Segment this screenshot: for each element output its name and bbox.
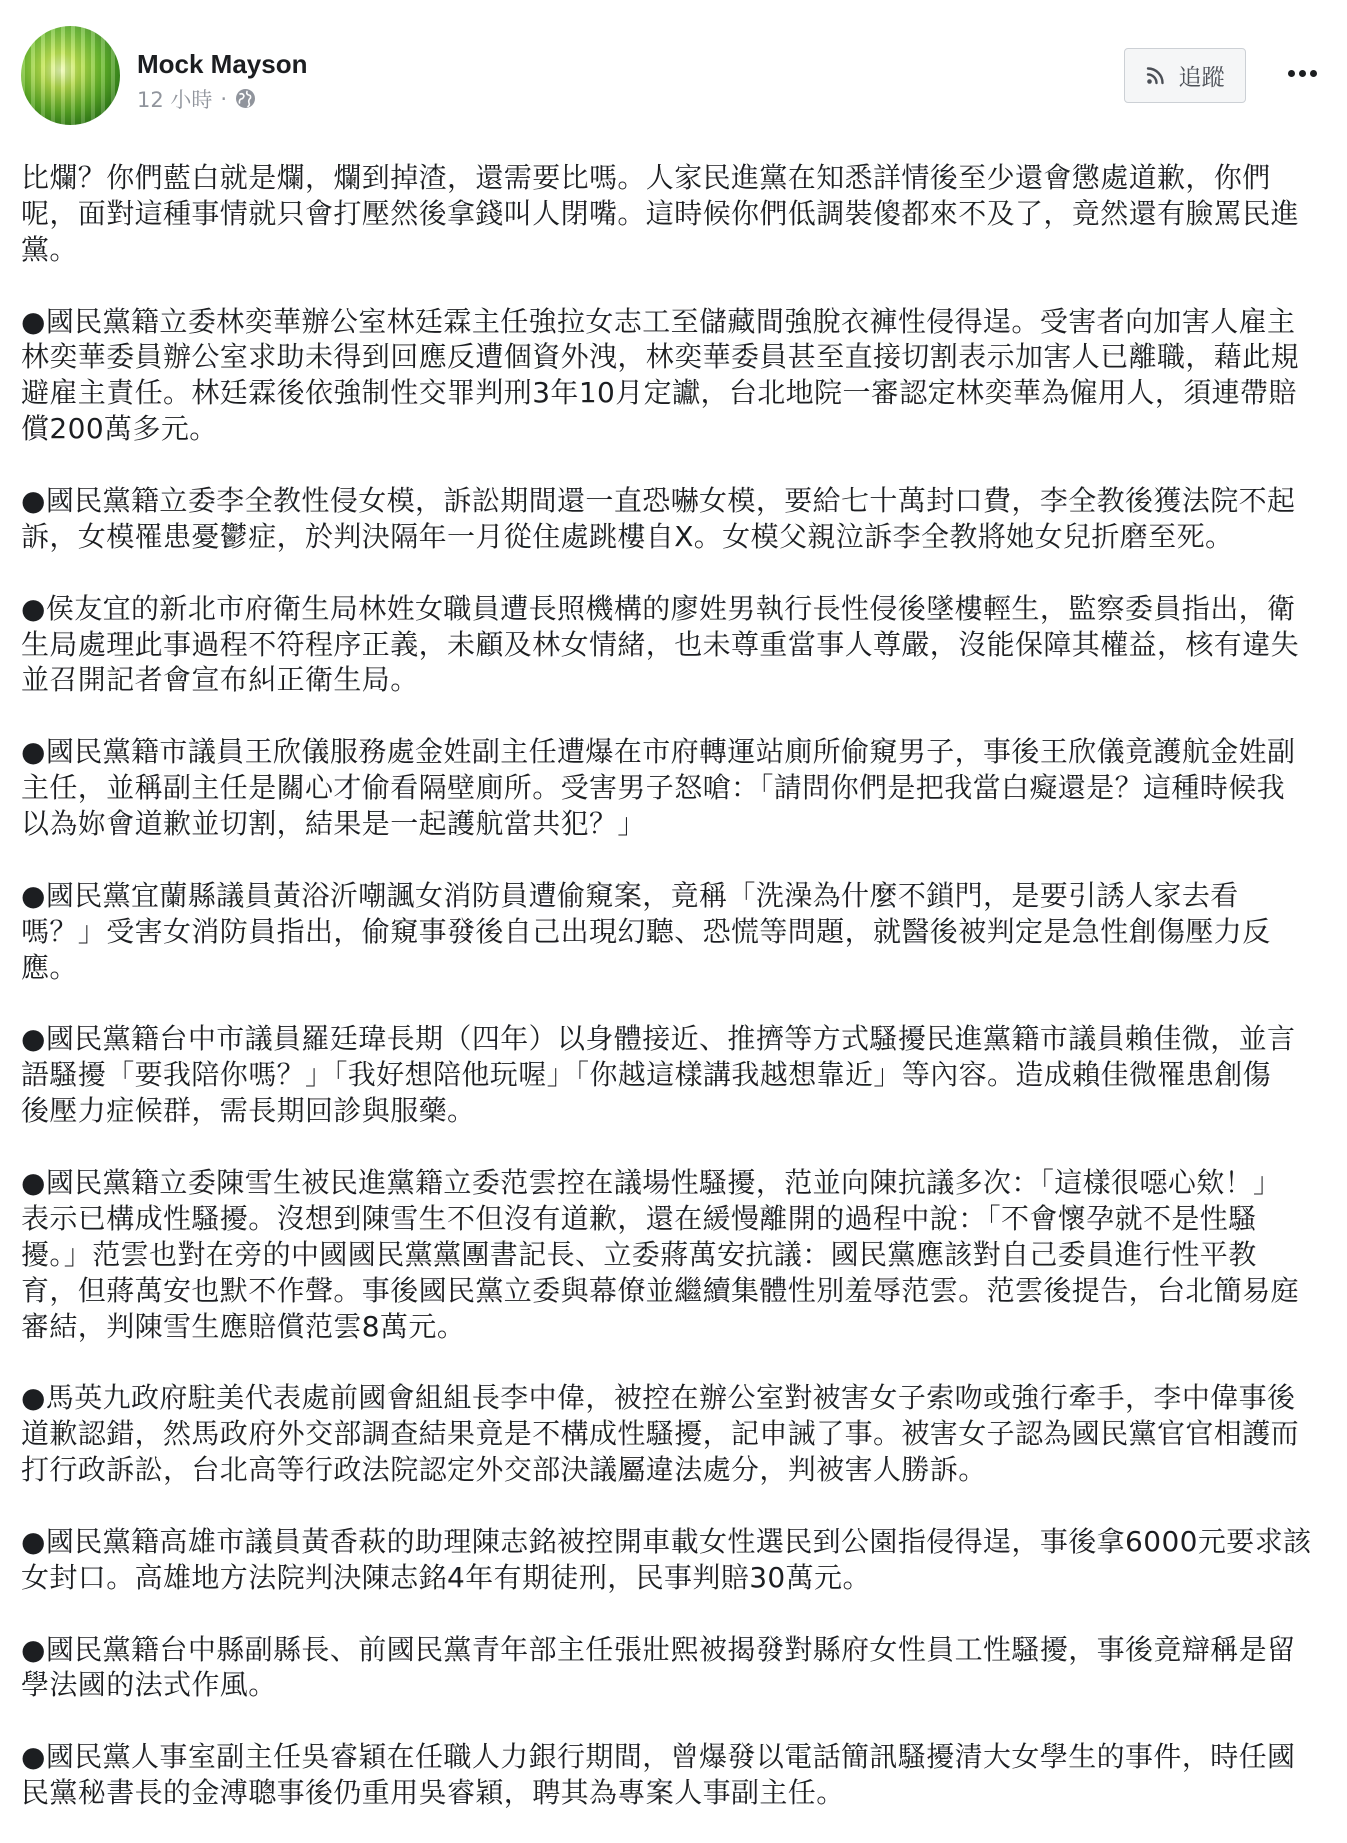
post-text-line: ●馬英九政府駐美代表處前國會組組長李中偉，被控在辦公室對被害女子索吻或強行牽手，李中偉事後 xyxy=(21,1381,1296,1415)
post-text-line: 後壓力症候群，需長期回診與服藥。 xyxy=(21,1094,476,1128)
post-text-line: 比爛？你們藍白就是爛，爛到掉渣，還需要比嗎。人家民進黨在知悉詳情後至少還會懲處道歉，你們 xyxy=(21,161,1271,194)
post-text-line: ●國民黨宜蘭縣議員黃浴沂嘲諷女消防員遭偷窺案，竟稱「洗澡為什麼不鎖門，是要引誘人家去看 xyxy=(21,878,1239,912)
post-text-line: ●國民黨籍立委李全教性侵女模，訴訟期間還一直恐嚇女模，要給七十萬封口費，李全教後獲法院不起 xyxy=(21,484,1296,518)
author-name[interactable]: Mock Mayson xyxy=(137,49,308,79)
follow-button[interactable] xyxy=(1124,48,1246,103)
post-text-line: 以為妳會道歉並切割，結果是一起護航當共犯？」 xyxy=(21,807,646,841)
post-paragraph xyxy=(21,734,1333,842)
post-text-line: 擾。」范雲也對在旁的中國國民黨黨團書記長、立委蔣萬安抗議：國民黨應該對自己委員進行性平教 xyxy=(21,1237,1257,1271)
post-timestamp[interactable]: 12 小時 xyxy=(137,87,213,112)
post-body xyxy=(21,160,1333,1811)
post-paragraph xyxy=(21,1165,1333,1344)
post-text-line: 女封口。高雄地方法院判決陳志銘4年有期徒刑，民事判賠30萬元。 xyxy=(21,1560,871,1594)
meta-separator: · xyxy=(220,86,228,111)
post-text-line: 應。 xyxy=(21,950,78,984)
post-paragraph xyxy=(21,160,1333,268)
post-paragraph xyxy=(21,878,1333,986)
post-text-line: 生局處理此事過程不符程序正義，未顧及林女情緒，也未尊重當事人尊嚴，沒能保障其權益，核有違失 xyxy=(21,627,1300,661)
post-text-line: 民黨秘書長的金溥聰事後仍重用吳睿穎，聘其為專案人事副主任。 xyxy=(21,1776,845,1810)
more-dot xyxy=(1310,70,1317,77)
post-text-line: 學法國的法式作風。 xyxy=(21,1668,277,1702)
post-text-line: ●國民黨籍立委林奕華辦公室林廷霖主任強拉女志工至儲藏間強脫衣褲性侵得逞。受害者向加害人雇主 xyxy=(21,304,1296,338)
post-paragraph xyxy=(21,304,1333,448)
post-text-line: 呢，面對這種事情就只會打壓然後拿錢叫人閉嘴。這時候你們低調裝傻都來不及了，竟然還有臉罵民進 xyxy=(21,196,1300,230)
post-text-line: 林奕華委員辦公室求助未得到回應反遭個資外洩，林奕華委員甚至直接切割表示加害人已離職，藉此規 xyxy=(21,340,1300,374)
post-text-line: 育，但蔣萬安也默不作聲。事後國民黨立委與幕僚並繼續集體性別羞辱范雲。范雲後提告，台北簡易庭 xyxy=(21,1273,1300,1307)
post-text-line: 避雇主責任。林廷霖後依強制性交罪判刑3年10月定讞，台北地院一審認定林奕華為僱用人，須連帶賠 xyxy=(21,376,1297,410)
post-text-line: 黨。 xyxy=(21,232,78,266)
post-paragraph xyxy=(21,1021,1333,1129)
post-text-line: 語騷擾「要我陪你嗎？」「我好想陪他玩喔」「你越這樣講我越想靠近」等內容。造成賴佳微罹患創傷 xyxy=(21,1058,1272,1092)
post-paragraph xyxy=(21,1380,1333,1488)
globe-icon[interactable] xyxy=(235,88,256,109)
post-text-line: ●國民黨籍立委陳雪生被民進黨籍立委范雲控在議場性騷擾，范並向陳抗議多次：「這樣很噁心欸！」 xyxy=(21,1165,1282,1199)
post-text-line: ●國民黨籍市議員王欣儀服務處金姓副主任遭爆在市府轉運站廁所偷窺男子，事後王欣儀竟護航金姓副 xyxy=(21,735,1296,769)
post-text-line: 道歉認錯，然馬政府外交部調查結果竟是不構成性騷擾，記申誡了事。被害女子認為國民黨官官相護而 xyxy=(21,1417,1300,1451)
post-text-line: 償200萬多元。 xyxy=(21,412,218,446)
post-text-line: 主任，並稱副主任是關心才偷看隔壁廁所。受害男子怒嗆：「請問你們是把我當白癡還是？這種時候我 xyxy=(21,771,1286,805)
more-dot xyxy=(1288,70,1295,77)
rss-icon xyxy=(1146,66,1165,85)
post-text-line: ●國民黨人事室副主任吳睿穎在任職人力銀行期間，曾爆發以電話簡訊騷擾清大女學生的事件，時任國 xyxy=(21,1740,1296,1774)
post-paragraph xyxy=(21,483,1333,555)
follow-label: 追蹤 xyxy=(1178,65,1225,91)
post-text-line: ●侯友宜的新北市府衛生局林姓女職員遭長照機構的廖姓男執行長性侵後墜樓輕生，監察委員指出，衛 xyxy=(21,591,1296,625)
profile-avatar[interactable] xyxy=(21,26,120,125)
post-text-line: ●國民黨籍台中縣副縣長、前國民黨青年部主任張壯熙被揭發對縣府女性員工性騷擾，事後竟辯稱是留 xyxy=(21,1632,1296,1666)
post-text-line: 嗎？」受害女消防員指出，偷窺事發後自己出現幻聽、恐慌等問題，就醫後被判定是急性創傷壓力反 xyxy=(21,914,1271,948)
post-text-line: 審結，判陳雪生應賠償范雲8萬元。 xyxy=(21,1309,466,1343)
post-paragraph xyxy=(21,1632,1333,1704)
post-text-line: ●國民黨籍高雄市議員黃香萩的助理陳志銘被控開車載女性選民到公園指侵得逞，事後拿6000元要求該 xyxy=(21,1524,1312,1558)
post-text-line: 並召開記者會宣布糾正衛生局。 xyxy=(21,663,419,697)
post-paragraph xyxy=(21,1739,1333,1811)
more-dot xyxy=(1299,70,1306,77)
post-text-line: ●國民黨籍台中市議員羅廷瑋長期（四年）以身體接近、推擠等方式騷擾民進黨籍市議員賴佳微，並言 xyxy=(21,1022,1296,1056)
more-options-icon[interactable] xyxy=(1282,60,1322,86)
post-meta xyxy=(137,86,256,111)
post-text-line: 打行政訴訟，台北高等行政法院認定外交部決議屬違法處分，判被害人勝訴。 xyxy=(21,1453,987,1487)
post-text-line: 表示已構成性騷擾。沒想到陳雪生不但沒有道歉，還在緩慢離開的過程中說：「不會懷孕就不是性騷 xyxy=(21,1201,1257,1235)
post-text-line: 訴，女模罹患憂鬱症，於判決隔年一月從住處跳樓自X。女模父親泣訴李全教將她女兒折磨至死。 xyxy=(21,519,1234,553)
post-paragraph xyxy=(21,591,1333,699)
post-paragraph xyxy=(21,1524,1333,1596)
